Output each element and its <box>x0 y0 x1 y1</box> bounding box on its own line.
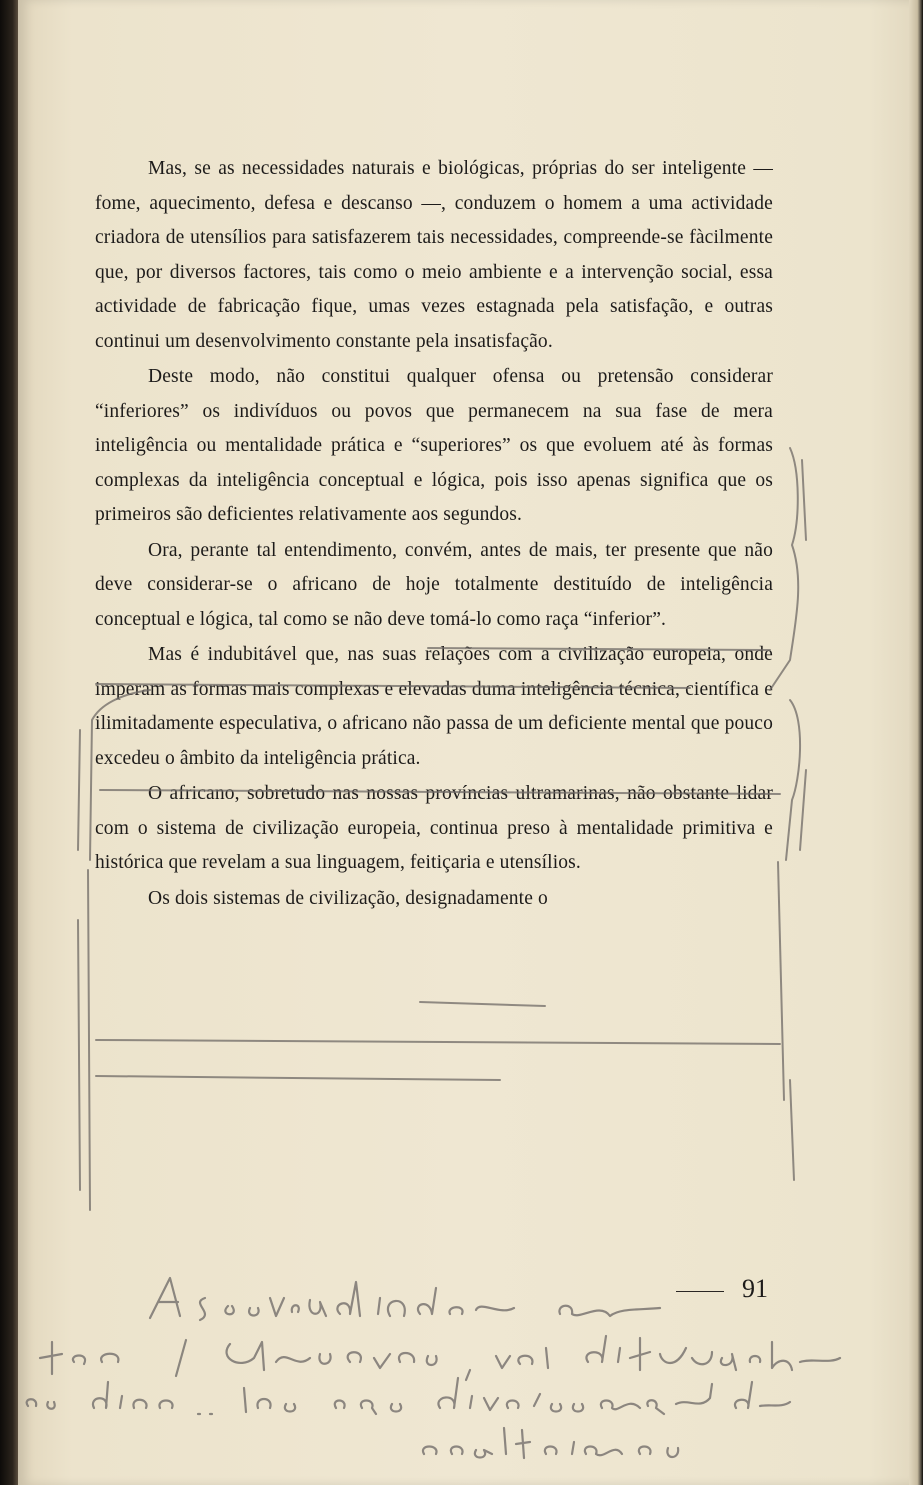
paragraph: Mas é indubitável que, nas suas relações com a civilização europeia, onde imperam as formas mais complexas e elevadas duma inteligência técnica, científica e ilimitadamente especulativa, o africano não passa de um deficiente mental que pouco excedeu o âmbito da inteligência prática. <box>95 644 773 769</box>
paragraph: Os dois sistemas de civilização, designadamente o <box>148 887 548 909</box>
paragraph: Ora, perante tal entendimento, convém, antes de mais, ter presente que não deve considerar-se o africano de hoje totalmente destituído de inteligência conceptual e lógica, tal como se não deve tomá-lo como raça “inferior”. <box>95 539 773 630</box>
handwritten-annotation <box>0 1258 923 1485</box>
page-number: 91 <box>742 1274 768 1303</box>
paragraph: Mas, se as necessidades naturais e biológicas, próprias do ser inteligente — fome, aquecimento, defesa e descanso —, conduzem o homem a uma actividade criadora de utensílios para satisfazerem tais necessidades, compreende-se fàcilmente que, por diversos factores, tais como o meio ambiente e a intervenção social, essa actividade de fabricação fique, umas vezes estagnada pela satisfação, e outras continui um desenvolvimento constante pela insatisfação. <box>95 158 773 352</box>
paragraph: Deste modo, não constitui qualquer ofensa ou pretensão considerar “inferiores” os indivíduos ou povos que permanecem na sua fase de mera inteligência ou mentalidade prática e “superiores” os que evoluem até às formas complexas da inteligência conceptual e lógica, pois isso apenas significa que os primeiros são deficientes relativamente aos segundos. <box>95 366 773 525</box>
paragraph: O africano, sobretudo nas nossas províncias ultramarinas, não obstante lidar com o sistema de civilização europeia, continua preso à mentalidade primitiva e histórica que revelam a sua linguagem, feitiçaria e utensílios. <box>95 783 773 873</box>
